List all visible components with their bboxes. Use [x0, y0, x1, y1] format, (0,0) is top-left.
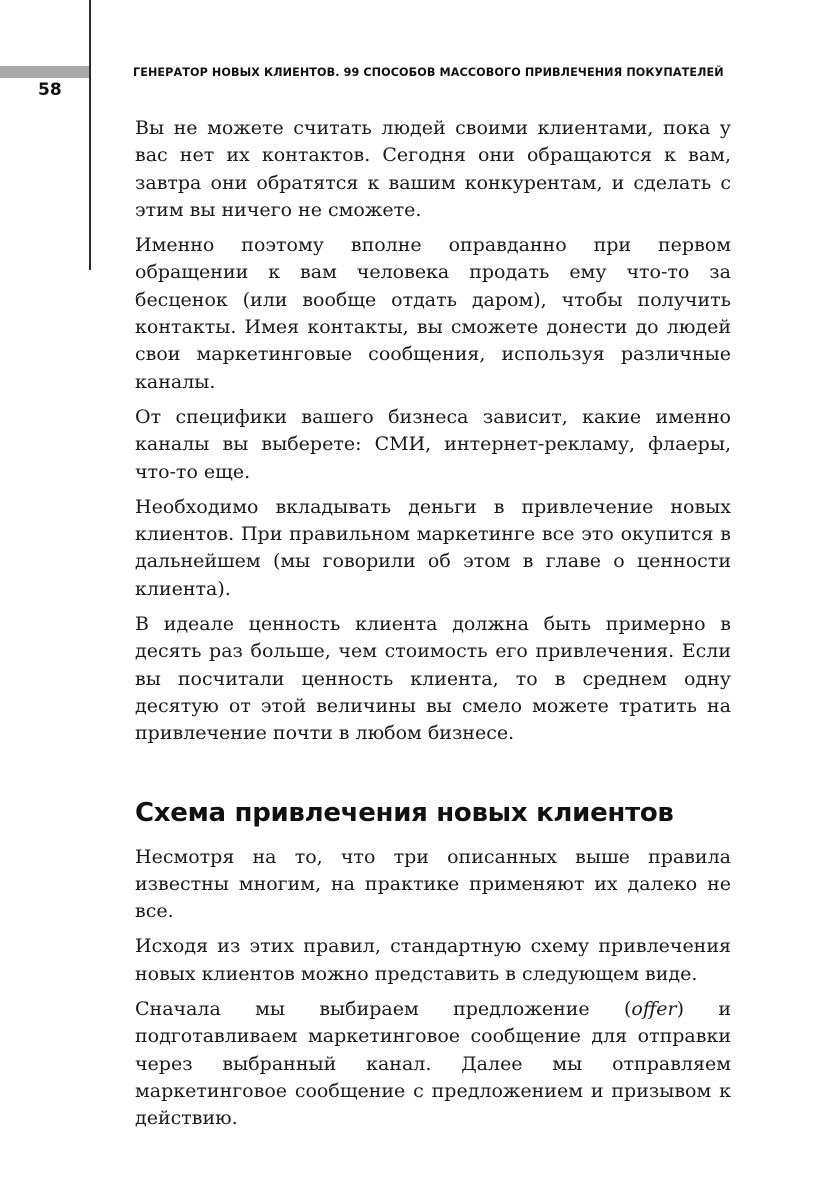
section-heading: Схема привлечения новых клиентов	[135, 797, 674, 828]
offer-term: offer	[631, 998, 677, 1021]
page-content	[135, 115, 731, 1141]
paragraph: Исходя из этих правил, стандартную схему привлечения новых клиентов можно представить в следующем виде.	[135, 935, 731, 985]
paragraph: Вы не можете считать людей своими клиентами, пока у вас нет их контактов. Сегодня они обращаются к вам, завтра они обратятся к вашим конкурентам, и сделать с этим вы ничего не сможете.	[135, 117, 731, 221]
paragraph-offer-after: ) и подготавливаем маркетинговое сообщение для отправки через выбранный канал. Далее мы отправляем маркетинговое сообщение с предложением и призывом к действию.	[135, 998, 731, 1130]
header-bar	[0, 66, 89, 78]
running-head: ГЕНЕРАТОР НОВЫХ КЛИЕНТОВ. 99 СПОСОБОВ МАССОВОГО ПРИВЛЕЧЕНИЯ ПОКУПАТЕЛЕЙ	[133, 66, 724, 79]
page-number: 58	[38, 80, 62, 100]
paragraph: Необходимо вкладывать деньги в привлечение новых клиентов. При правильном маркетинге все это окупится в дальнейшем (мы говорили об этом в главе о ценности клиента).	[135, 495, 731, 600]
paragraph-offer	[135, 996, 731, 1132]
paragraph: В идеале ценность клиента должна быть примерно в десять раз больше, чем стоимость его привлечения. Если вы посчитали ценность клиента, то в среднем одну десятую от этой величины вы смело можете тратить на привлечение почти в любом бизнесе.	[135, 613, 731, 745]
margin-rule	[89, 0, 91, 270]
paragraph: Именно поэтому вполне оправданно при первом обращении к вам человека продать ему что-то за бесценок (или вообще отдать даром), чтобы получить контакты. Имея контакты, вы сможете донести до людей свои маркетинговые сообщения, используя различные каналы.	[135, 234, 731, 393]
paragraph: От специфики вашего бизнеса зависит, какие именно каналы вы выберете: СМИ, интернет-рекламу, флаеры, что-то еще.	[135, 405, 731, 483]
paragraph-offer-before: Сначала мы выбираем предложение (	[135, 998, 632, 1021]
paragraph: Несмотря на то, что три описанных выше правила известны многим, на практике применяют их далеко не все.	[135, 845, 731, 923]
